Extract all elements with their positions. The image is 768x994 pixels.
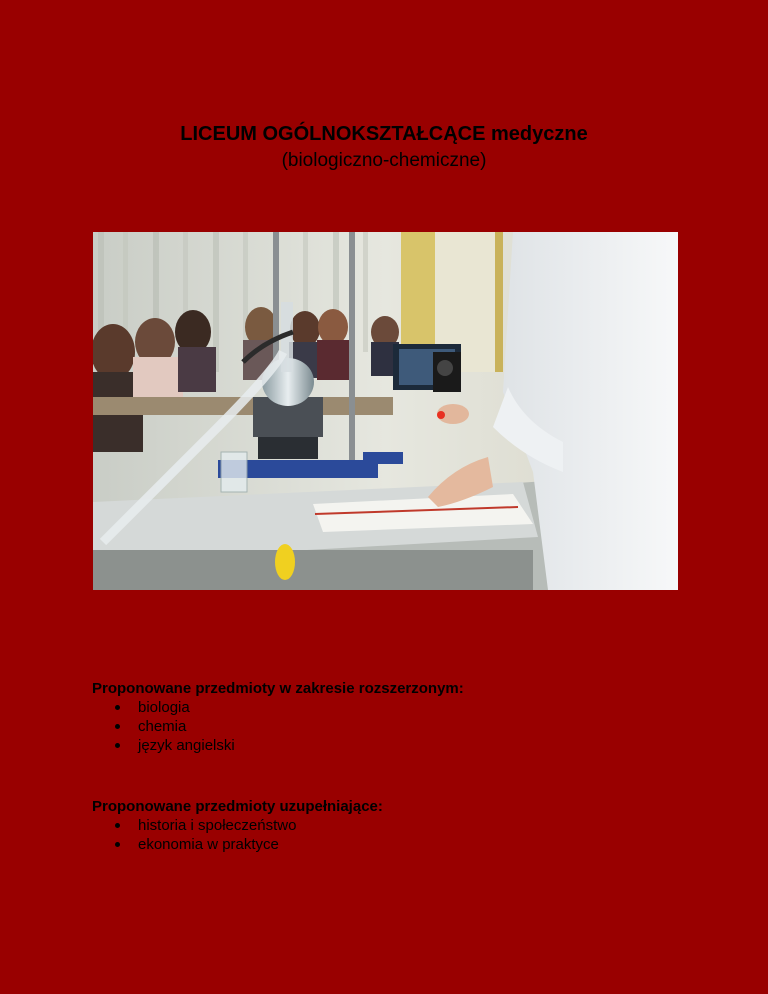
list-item xyxy=(92,736,464,755)
bullet-icon xyxy=(115,842,120,847)
subject-list xyxy=(92,698,464,755)
page-subtitle: (biologiczno-chemiczne) xyxy=(281,150,487,171)
bullet-icon xyxy=(115,724,120,729)
title-block xyxy=(0,121,768,173)
list-item xyxy=(92,835,383,854)
subject-label: chemia xyxy=(138,718,187,735)
section-heading: Proponowane przedmioty uzupełniające: xyxy=(92,798,383,815)
bullet-icon xyxy=(115,743,120,748)
list-item xyxy=(92,816,383,835)
bullet-icon xyxy=(115,823,120,828)
supplementary-subjects-section xyxy=(92,797,383,854)
subject-label: język angielski xyxy=(138,737,235,754)
chemistry-lab-photo xyxy=(93,232,678,590)
list-item xyxy=(92,698,464,717)
subject-label: historia i społeczeństwo xyxy=(138,817,297,834)
subject-label: biologia xyxy=(138,699,190,716)
extended-subjects-section xyxy=(92,679,464,755)
bullet-icon xyxy=(115,705,120,710)
list-item xyxy=(92,717,464,736)
subject-label: ekonomia w praktyce xyxy=(138,836,279,853)
subject-list xyxy=(92,816,383,854)
section-heading: Proponowane przedmioty w zakresie rozszerzonym: xyxy=(92,680,464,697)
chemistry-lab-image xyxy=(93,232,678,590)
page-title: LICEUM OGÓLNOKSZTAŁCĄCE medyczne xyxy=(180,123,588,145)
